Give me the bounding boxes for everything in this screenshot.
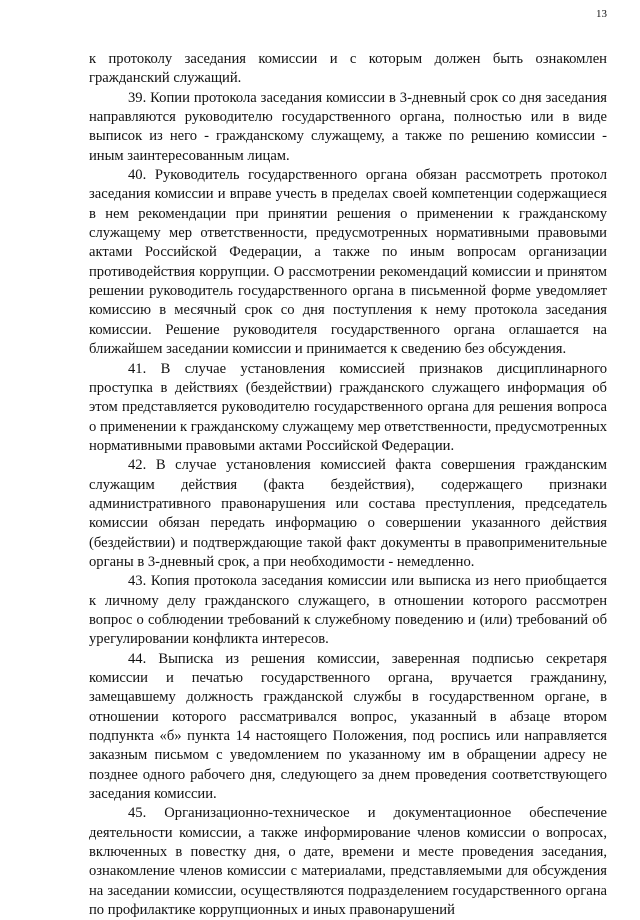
paragraph-38-continuation: к протоколу заседания комиссии и с которым должен быть ознакомлен гражданский служащий.: [89, 51, 607, 87]
page-number: 13: [596, 8, 607, 20]
document-body: [89, 50, 607, 920]
paragraph-41: 41. В случае установления комиссией признаков дисциплинарного проступка в действиях (бездействии) гражданского служащего информация об этом представляется руководителю государственного органа для решения вопроса о применении к гражданскому служащему мер ответственности, предусмотренных нормативными правовыми актами Российской Федерации.: [89, 360, 607, 454]
paragraph-45: 45. Организационно-техническое и документационное обеспечение деятельности комиссии, а также информирование членов комиссии о вопросах, включенных в повестку дня, о дате, времени и месте проведения заседания, ознакомление членов комиссии с материалами, представляемыми для обсуждения на заседании комиссии, осуществляются подразделением государственного органа по профилактике коррупционных и иных правонарушений: [89, 805, 607, 919]
paragraph-39: 39. Копии протокола заседания комиссии в 3-дневный срок со дня заседания направляются руководителю государственного органа, полностью или в виде выписок из него - гражданскому служащему, а также по решению комиссии - иным заинтересованным лицам.: [89, 89, 607, 164]
paragraph-44: 44. Выписка из решения комиссии, заверенная подписью секретаря комиссии и печатью государственного органа, вручается гражданину, замещавшему должность гражданской службы в государственном органе, в отношении которого рассматривался вопрос, указанный в абзаце втором подпункта «б» пункта 14 настоящего Положения, под роспись или направляется заказным письмом с уведомлением по указанному им в обращении адресу не позднее одного рабочего дня, следующего за днем проведения соответствующего заседания комиссии.: [89, 650, 607, 803]
paragraph-43: 43. Копия протокола заседания комиссии или выписка из него приобщается к личному делу гражданского служащего, в отношении которого рассмотрен вопрос о соблюдении требований к служебному поведению и (или) требований об урегулировании конфликта интересов.: [89, 573, 607, 648]
paragraph-40: 40. Руководитель государственного органа обязан рассмотреть протокол заседания комиссии и вправе учесть в пределах своей компетенции содержащиеся в нем рекомендации при принятии решения о применении к гражданскому служащему мер ответственности, предусмотренных нормативными правовыми актами Российской Федерации, а также по иным вопросам организации противодействия коррупции. О рассмотрении рекомендаций комиссии и принятом решении руководитель государственного органа в письменной форме уведомляет комиссию в месячный срок со дня поступления к нему протокола заседания комиссии. Решение руководителя государственного органа оглашается на ближайшем заседании комиссии и принимается к сведению без обсуждения.: [89, 167, 607, 358]
paragraph-42: 42. В случае установления комиссией факта совершения гражданским служащим действия (факта бездействия), содержащего признаки административного правонарушения или состава преступления, председатель комиссии обязан передать информацию о совершении указанного действия (бездействии) и подтверждающие такой факт документы в правоприменительные органы в 3-дневный срок, а при необходимости - немедленно.: [89, 457, 607, 570]
